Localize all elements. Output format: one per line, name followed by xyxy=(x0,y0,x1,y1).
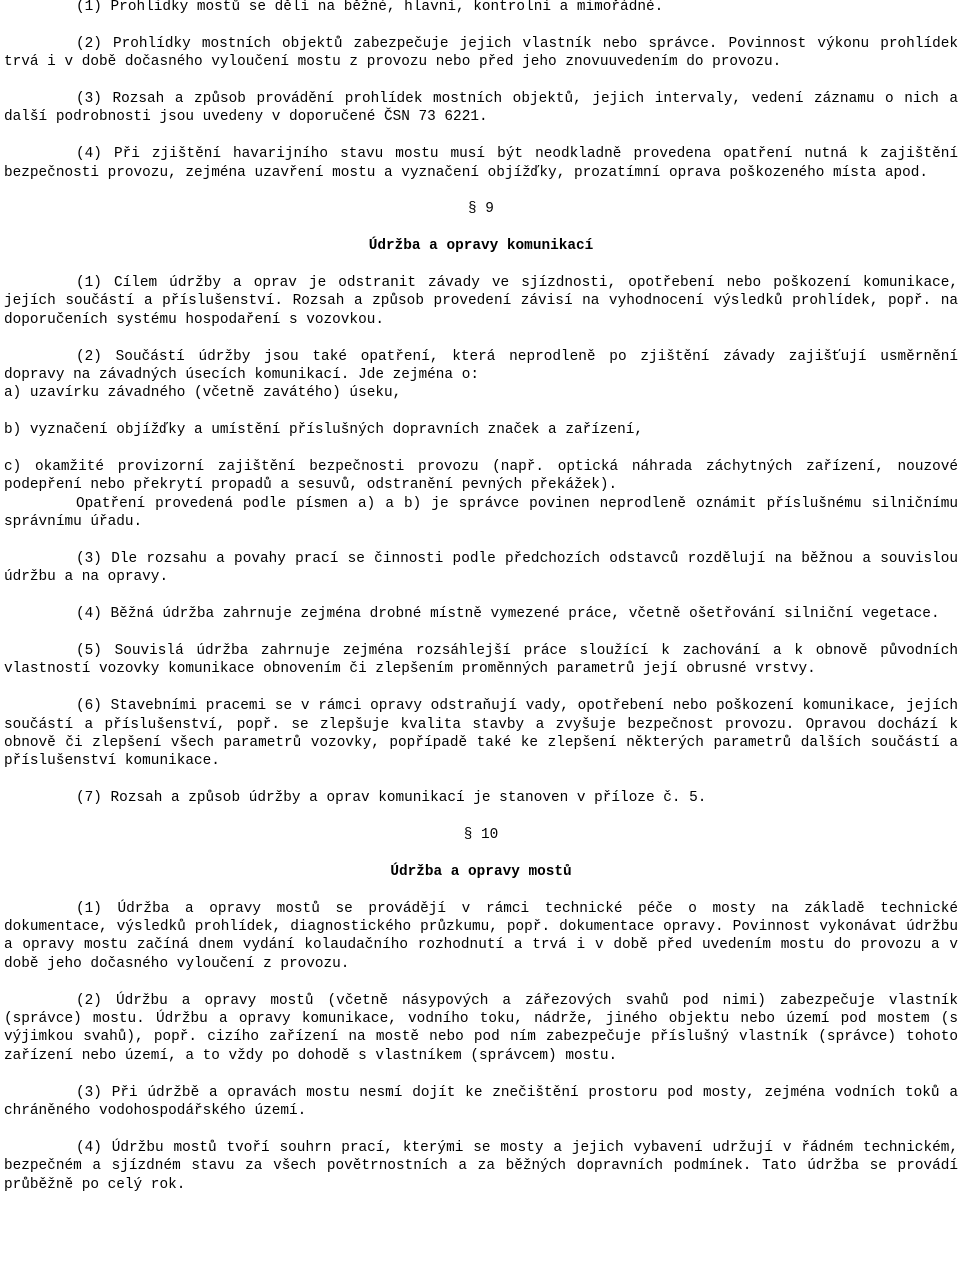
s9-paragraph-1: (1) Cílem údržby a oprav je odstranit závady ve sjízdnosti, opotřebení nebo poškození komunikace, jejích součástí a příslušenství. Rozsah a způsob provedení závisí na vyhodnocení výsledků prohlídek, popř. na doporučeních systému hospodaření s vozovkou. xyxy=(4,275,958,328)
section-10-number: § 10 xyxy=(463,827,499,844)
s9-paragraph-5: (5) Souvislá údržba zahrnuje zejména rozsáhlejší práce sloužící k zachování a k obnově původních vlastností vozovky komunikace obnovením či zlepšením proměnných parametrů její obrusné vrstvy. xyxy=(4,643,958,678)
s9-item-b: b) vyznačení objížďky a umístění příslušných dopravních značek a zařízení, xyxy=(4,422,644,439)
s9-paragraph-7: (7) Rozsah a způsob údržby a oprav komunikací je stanoven v příloze č. 5. xyxy=(76,790,707,807)
s10-paragraph-2: (2) Údržbu a opravy mostů (včetně násypových a zářezových svahů pod nimi) zabezpečuje vlastník (správce) mostu. Údržbu a opravy komunikace, vodního toku, nádrže, jiného objektu nebo území pod mostem (s výjimkou svahů), popř. cizího zařízení na mostě nebo pod ním zabezpečuje příslušný vlastník (správce) tohoto zařízení nebo území, a to vždy po dohodě s vlastníkem (správcem) mostu. xyxy=(4,992,958,1064)
s9-notice: Opatření provedená podle písmen a) a b) je správce povinen neprodleně oznámit příslušnému silničnímu správnímu úřadu. xyxy=(4,495,958,531)
document-page xyxy=(4,0,958,1194)
s9-paragraph-2: (2) Součástí údržby jsou také opatření, která neprodleně po zjištění závady zajišťují usměrnění dopravy na závadných úsecích komunikací. Jde zejména o: xyxy=(4,348,958,384)
s9-item-a: a) uzavírku závadného (včetně zavátého) úseku, xyxy=(4,385,402,402)
section-10-title: Údržba a opravy mostů xyxy=(390,863,572,880)
section-9-number: § 9 xyxy=(468,201,494,218)
s10-paragraph-3: (3) Při údržbě a opravách mostu nesmí dojít ke znečištění prostoru pod mosty, zejména vodních toků a chráněného vodohospodářského území. xyxy=(4,1084,958,1120)
s8-paragraph-4: (4) Při zjištění havarijního stavu mostu musí být neodkladně provedena opatření nutná k zajištění bezpečnosti provozu, zejména uzavření mostu a vyznačení objížďky, prozatímní oprava poškozeného místa apod. xyxy=(4,146,958,181)
s8-paragraph-3: (3) Rozsah a způsob provádění prohlídek mostních objektů, jejich intervaly, vedení záznamu o nich a další podrobnosti jsou uvedeny v doporučené ČSN 73 6221. xyxy=(4,91,958,126)
s8-paragraph-1: (1) Prohlídky mostů se dělí na běžné, hlavní, kontrolní a mimořádné. xyxy=(76,0,664,15)
s9-item-c: c) okamžité provizorní zajištění bezpečnosti provozu (např. optická náhrada záchytných zařízení, nouzové podepření nebo překrytí propadů a sesuvů, odstranění pevných překážek). xyxy=(4,459,958,494)
s10-paragraph-4: (4) Údržbu mostů tvoří souhrn prací, kterými se mosty a jejich vybavení udržují v řádném technickém, bezpečném a sjízdném stavu za všech povětrnostních a za běžných dopravních podmínek. Tato údržba se provádí průběžně po celý rok. xyxy=(4,1139,958,1193)
section-9-title: Údržba a opravy komunikací xyxy=(368,238,594,255)
s8-paragraph-2: (2) Prohlídky mostních objektů zabezpečuje jejich vlastník nebo správce. Povinnost výkonu prohlídek trvá i v době dočasného vyloučení mostu z provozu nebo před jeho znovuuvedením do provozu. xyxy=(4,35,958,71)
s10-paragraph-1: (1) Údržba a opravy mostů se provádějí v rámci technické péče o mosty na základě technické dokumentace, výsledků prohlídek, diagnostického průzkumu, popř. dokumentace opravy. Povinnost vykonávat údržbu a opravy mostu začíná dnem vydání kolaudačního rozhodnutí a trvá i v době před uvedením mostu do provozu a v době jeho dočasného vyloučení z provozu. xyxy=(4,900,958,972)
s9-paragraph-6: (6) Stavebními pracemi se v rámci opravy odstraňují vady, opotřebení nebo poškození komunikace, jejích součástí a příslušenství, popř. se zlepšuje kvalita stavby a zvyšuje bezpečnost provozu. Opravou dochází k obnově či zlepšení všech parametrů vozovky, popřípadě také ke zlepšení některých parametrů dalších součástí a příslušenství komunikace. xyxy=(4,698,958,770)
s9-paragraph-4: (4) Běžná údržba zahrnuje zejména drobné místně vymezené práce, včetně ošetřování silniční vegetace. xyxy=(76,606,940,623)
s9-paragraph-3: (3) Dle rozsahu a povahy prací se činnosti podle předchozích odstavců rozdělují na běžnou a souvislou údržbu a na opravy. xyxy=(4,551,958,586)
